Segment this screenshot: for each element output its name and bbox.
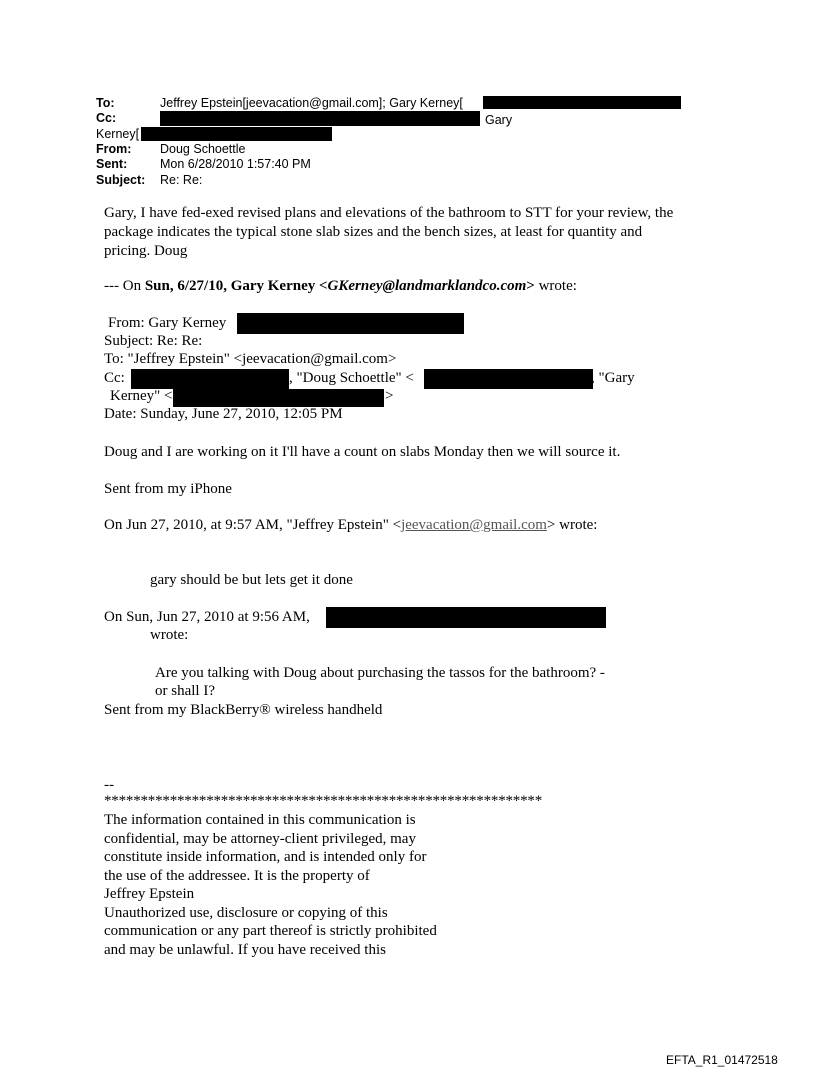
disclaimer-line: and may be unlawful. If you have received this: [104, 942, 386, 958]
body-paragraph: On Jun 27, 2010, at 9:57 AM, "Jeffrey Epstein" <jeevacation@gmail.com> wrote:: [104, 517, 598, 533]
sent-label: Sent:: [96, 157, 128, 171]
redaction-bar: [483, 96, 681, 109]
to-label: To:: [96, 96, 115, 110]
redaction-bar: [326, 607, 606, 628]
body-paragraph: or shall I?: [155, 683, 215, 699]
cc-tail: Gary: [485, 113, 513, 127]
redaction-bar: [131, 369, 289, 389]
fwd-subject: Subject: Re: Re:: [104, 333, 203, 349]
reply-line: package indicates the typical stone slab sizes and the bench sizes, at least for quantity and: [104, 224, 643, 240]
to-value: Jeffrey Epstein[jeevacation@gmail.com]; Gary Kerney[: [160, 96, 463, 110]
redaction-bar: [237, 313, 464, 334]
body-paragraph: wrote:: [150, 627, 189, 643]
email-link[interactable]: jeevacation@gmail.com: [401, 517, 547, 533]
reply-line: Gary, I have fed-exed revised plans and elevations of the bathroom to STT for your review, the: [104, 205, 674, 221]
body-paragraph: On Sun, Jun 27, 2010 at 9:56 AM,: [104, 609, 310, 625]
cc-continued: Kerney[: [96, 127, 140, 141]
redaction-bar: [173, 389, 384, 407]
from-value: Doug Schoettle: [160, 142, 246, 156]
body-paragraph: gary should be but lets get it done: [150, 572, 353, 588]
body-paragraph: Doug and I are working on it I'll have a count on slabs Monday then we will source it.: [104, 444, 621, 460]
disclaimer-line: Unauthorized use, disclosure or copying of this: [104, 905, 388, 921]
signature-dash: --: [104, 777, 114, 793]
subject-value: Re: Re:: [160, 173, 203, 187]
disclaimer-line: constitute inside information, and is intended only for: [104, 849, 427, 865]
redaction-bar: [141, 127, 332, 141]
fwd-date: Date: Sunday, June 27, 2010, 12:05 PM: [104, 406, 343, 422]
fwd-kerney: Kerney" <: [110, 388, 173, 404]
disclaimer-line: communication or any part thereof is strictly prohibited: [104, 923, 437, 939]
fwd-to: To: "Jeffrey Epstein" <jeevacation@gmail.com>: [104, 351, 397, 367]
cc-label: Cc:: [96, 111, 117, 125]
disclaimer-line: the use of the addressee. It is the property of: [104, 868, 370, 884]
disclaimer-line: The information contained in this communication is: [104, 812, 416, 828]
body-paragraph: Sent from my BlackBerry® wireless handheld: [104, 702, 383, 718]
disclaimer-line: confidential, may be attorney-client privileged, may: [104, 831, 416, 847]
reply-line: pricing. Doug: [104, 243, 188, 259]
fwd-kerney-end: >: [385, 388, 394, 404]
redaction-bar: [160, 111, 480, 126]
fwd-cc-label: Cc:: [104, 370, 125, 386]
body-paragraph: Sent from my iPhone: [104, 481, 232, 497]
redaction-bar: [424, 369, 593, 389]
subject-label: Subject:: [96, 173, 146, 187]
fwd-cc-end: , "Gary: [591, 370, 635, 386]
disclaimer-line: Jeffrey Epstein: [104, 886, 195, 902]
star-divider: ************************************************************: [104, 793, 543, 809]
from-label: From:: [96, 142, 132, 156]
body-paragraph: Are you talking with Doug about purchasing the tassos for the bathroom? -: [155, 665, 605, 681]
fwd-from: From: Gary Kerney: [108, 315, 227, 331]
sent-value: Mon 6/28/2010 1:57:40 PM: [160, 157, 311, 171]
fwd-cc-mid: , "Doug Schoettle" <: [289, 370, 414, 386]
quote-intro: --- On Sun, 6/27/10, Gary Kerney <GKerney@landmarklandco.com> wrote:: [104, 278, 577, 294]
document-id: EFTA_R1_01472518: [666, 1053, 778, 1067]
